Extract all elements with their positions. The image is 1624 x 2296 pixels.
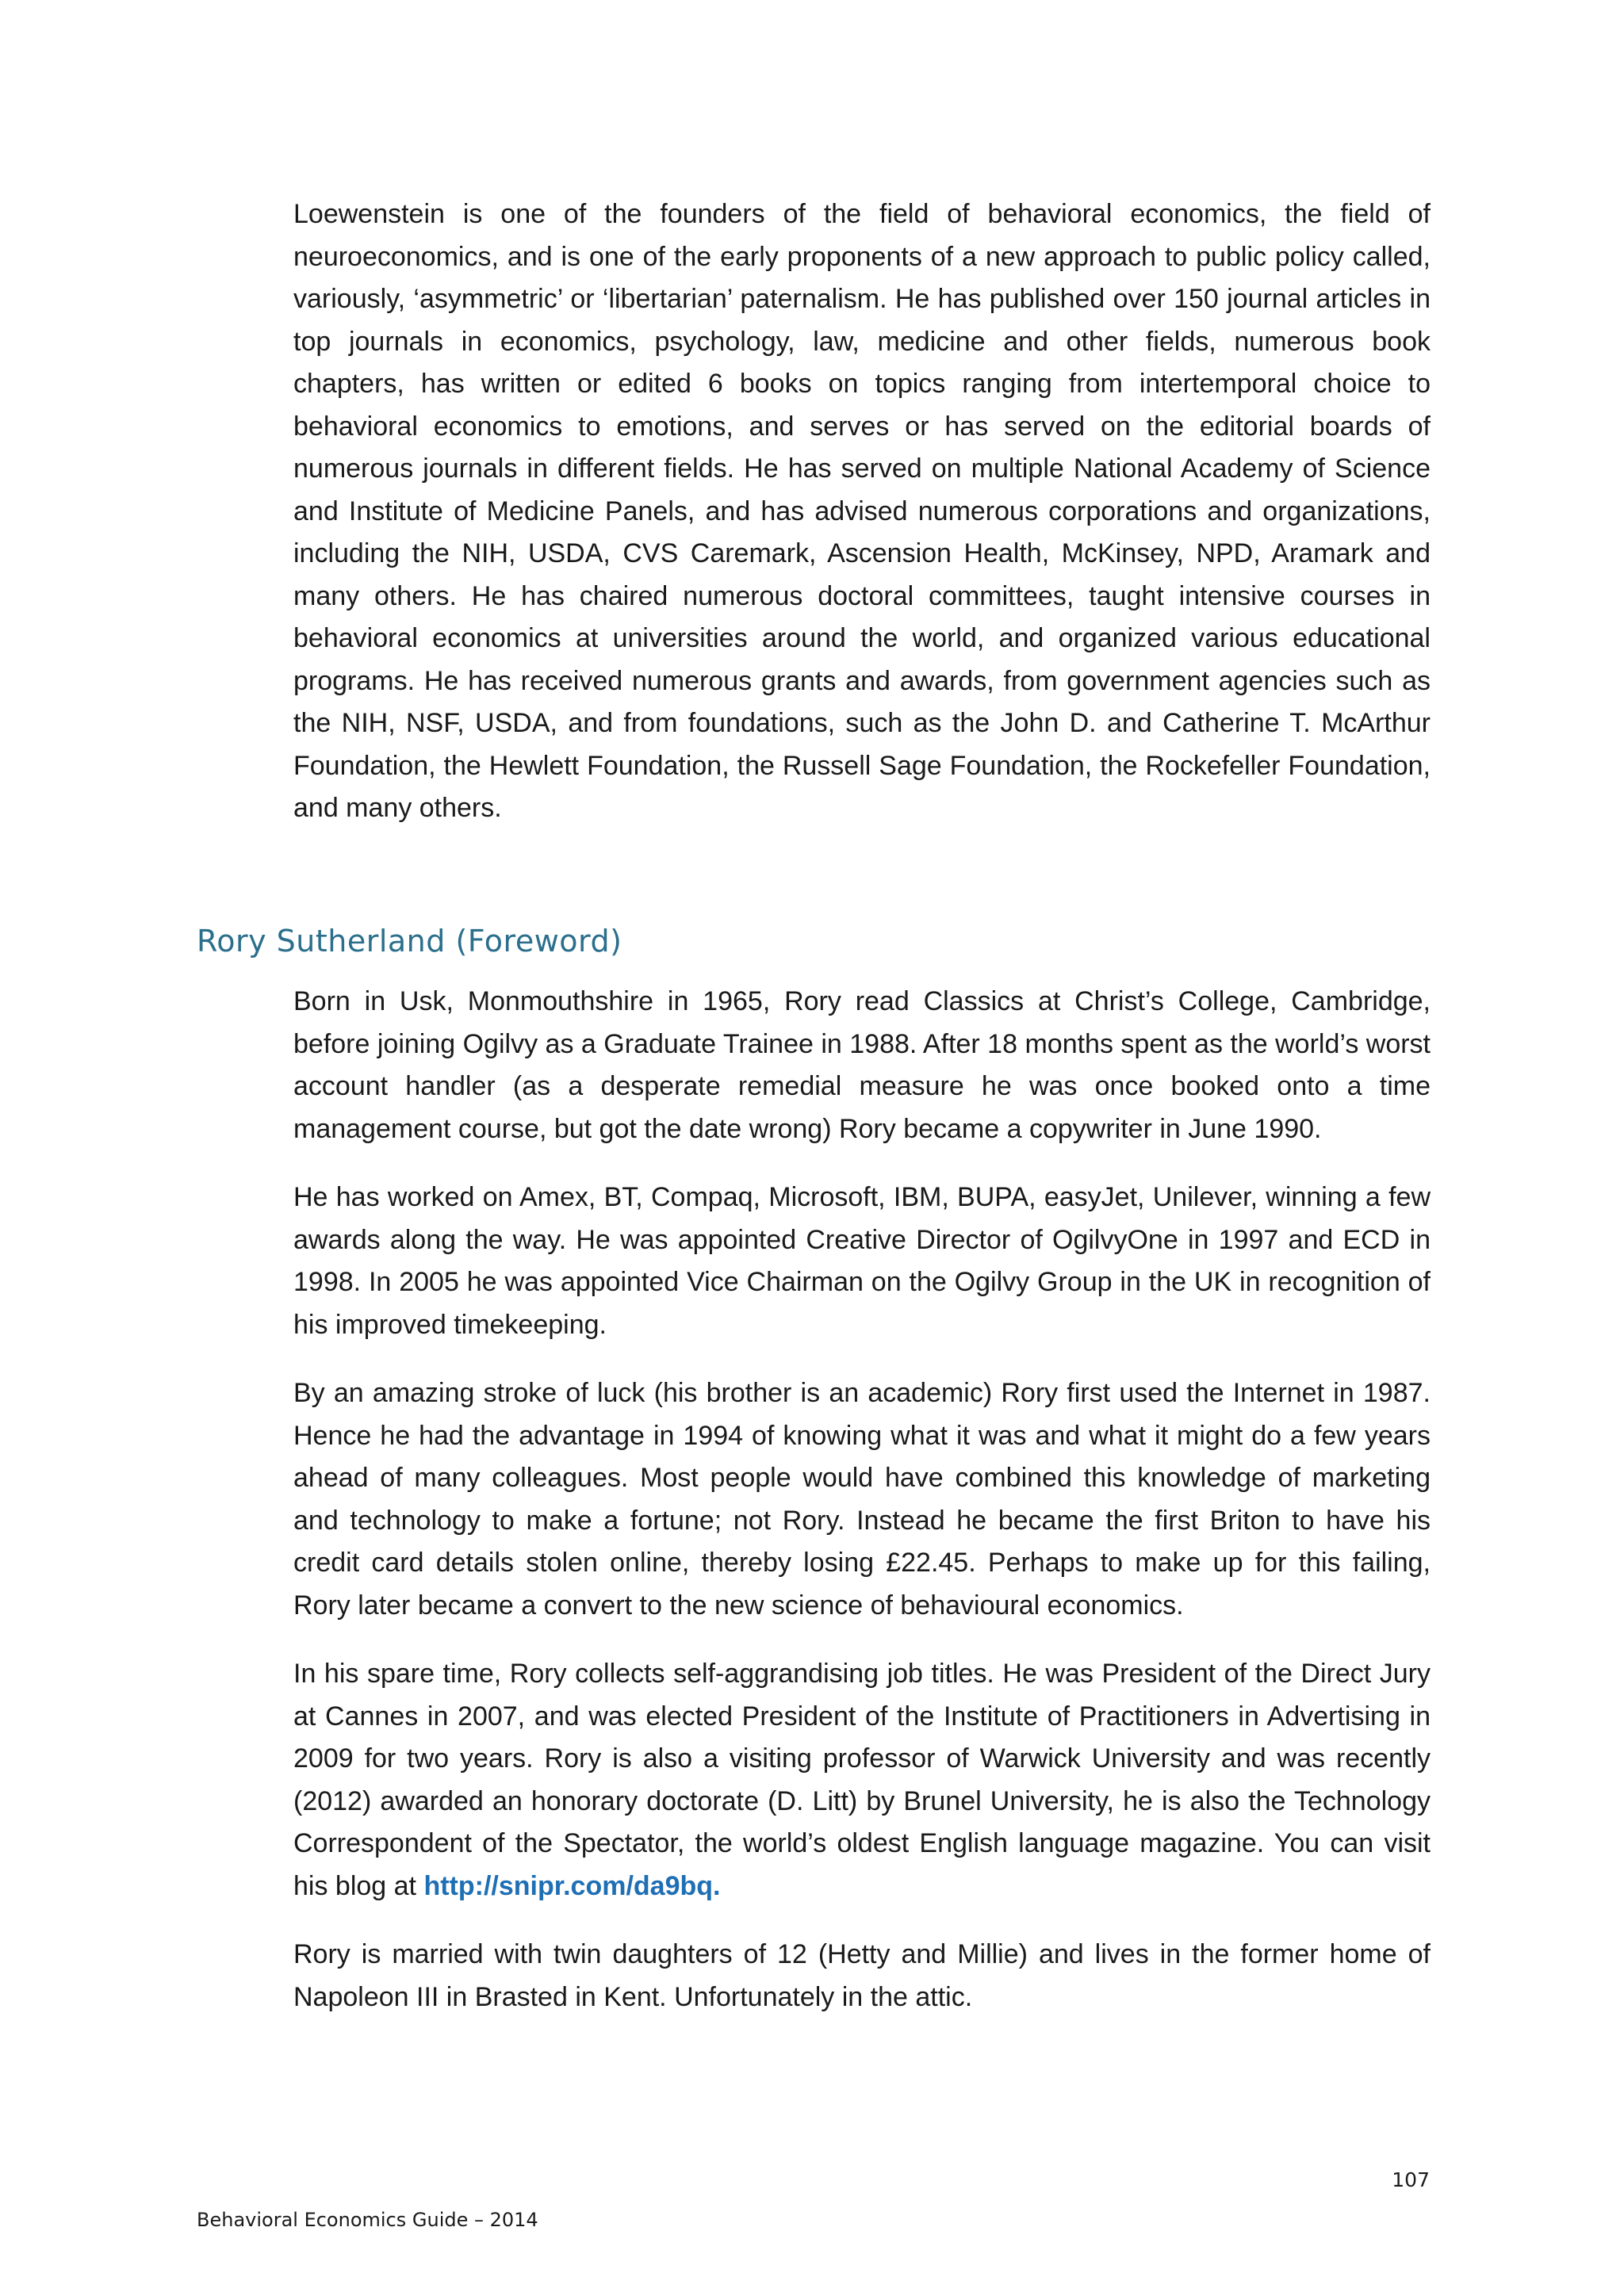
intro-paragraph: Loewenstein is one of the founders of the field of behavioral economics, the field of neuroeconomics, and is one of the early proponents of a new approach to public policy called, variously, ‘asymmetric’ or ‘libertarian’ paternalism. He has published over 150 journal articles in top journals in economics, psychology, law, medicine and other fields, numerous book chapters, has written or edited 6 books on topics ranging from intertemporal choice to behavioral economics to emotions, and serves or has served on the editorial boards of numerous journals in different fields. He has served on multiple National Academy of Science and Institute of Medicine Panels, and has advised numerous corporations and organizations, including the NIH, USDA, CVS Caremark, Ascension Health, McKinsey, NPD, Aramark and many others. He has chaired numerous doctoral committees, taught intensive courses in behavioral economics at universities around the world, and organized various educational programs. He has received numerous grants and awards, from government agencies such as the NIH, NSF, USDA, and from foundations, such as the John D. and Catherine T. McArthur Foundation, the Hewlett Foundation, the Russell Sage Foundation, the Rockefeller Foundation, and many others. [293,199,1431,823]
bio-paragraph-2: He has worked on Amex, BT, Compaq, Microsoft, IBM, BUPA, easyJet, Unilever, winning a few awards along the way. He was appointed Creative Director of OgilvyOne in 1997 and ECD in 1998. In 2005 he was appointed Vice Chairman on the Ogilvy Group in the UK in recognition of his improved timekeeping. [293,1182,1431,1340]
bio-paragraph-4-text: In his spare time, Rory collects self-aggrandising job titles. He was President of the Direct Jury at Cannes in 2007, and was elected President of the Institute of Practitioners in Advertising in 2009 for two years. Rory is also a visiting professor of Warwick University and was recently (2012) awarded an honorary doctorate (D. Litt) by Brunel University, he is also the Technology Correspondent of the Spectator, the world’s oldest English language magazine. You can visit his blog at [293,1659,1431,1901]
footer-title: Behavioral Economics Guide – 2014 [197,2209,538,2231]
bio-paragraph-4 [293,1653,1431,1908]
bio-paragraph-3: By an amazing stroke of luck (his brother is an academic) Rory first used the Internet in 1987. Hence he had the advantage in 1994 of knowing what it was and what it might do a few years ahead of many colleagues. Most people would have combined this knowledge of marketing and technology to make a fortune; not Rory. Instead he became the first Briton to have his credit card details stolen online, thereby losing £22.45. Perhaps to make up for this failing, Rory later became a convert to the new science of behavioural economics. [293,1378,1431,1621]
page-number: 107 [1392,2168,1430,2191]
section-heading: Rory Sutherland (Foreword) [197,924,622,959]
blog-link[interactable]: http://snipr.com/da9bq. [423,1870,721,1901]
bio-paragraph-1: Born in Usk, Monmouthshire in 1965, Rory read Classics at Christ’s College, Cambridge, before joining Ogilvy as a Graduate Trainee in 1988. After 18 months spent as the world’s worst account handler (as a desperate remedial measure he was once booked onto a time management course, but got the date wrong) Rory became a copywriter in June 1990. [293,986,1431,1144]
bio-paragraph-5: Rory is married with twin daughters of 12 (Hetty and Millie) and lives in the former home of Napoleon III in Brasted in Kent. Unfortunately in the attic. [293,1939,1431,2012]
